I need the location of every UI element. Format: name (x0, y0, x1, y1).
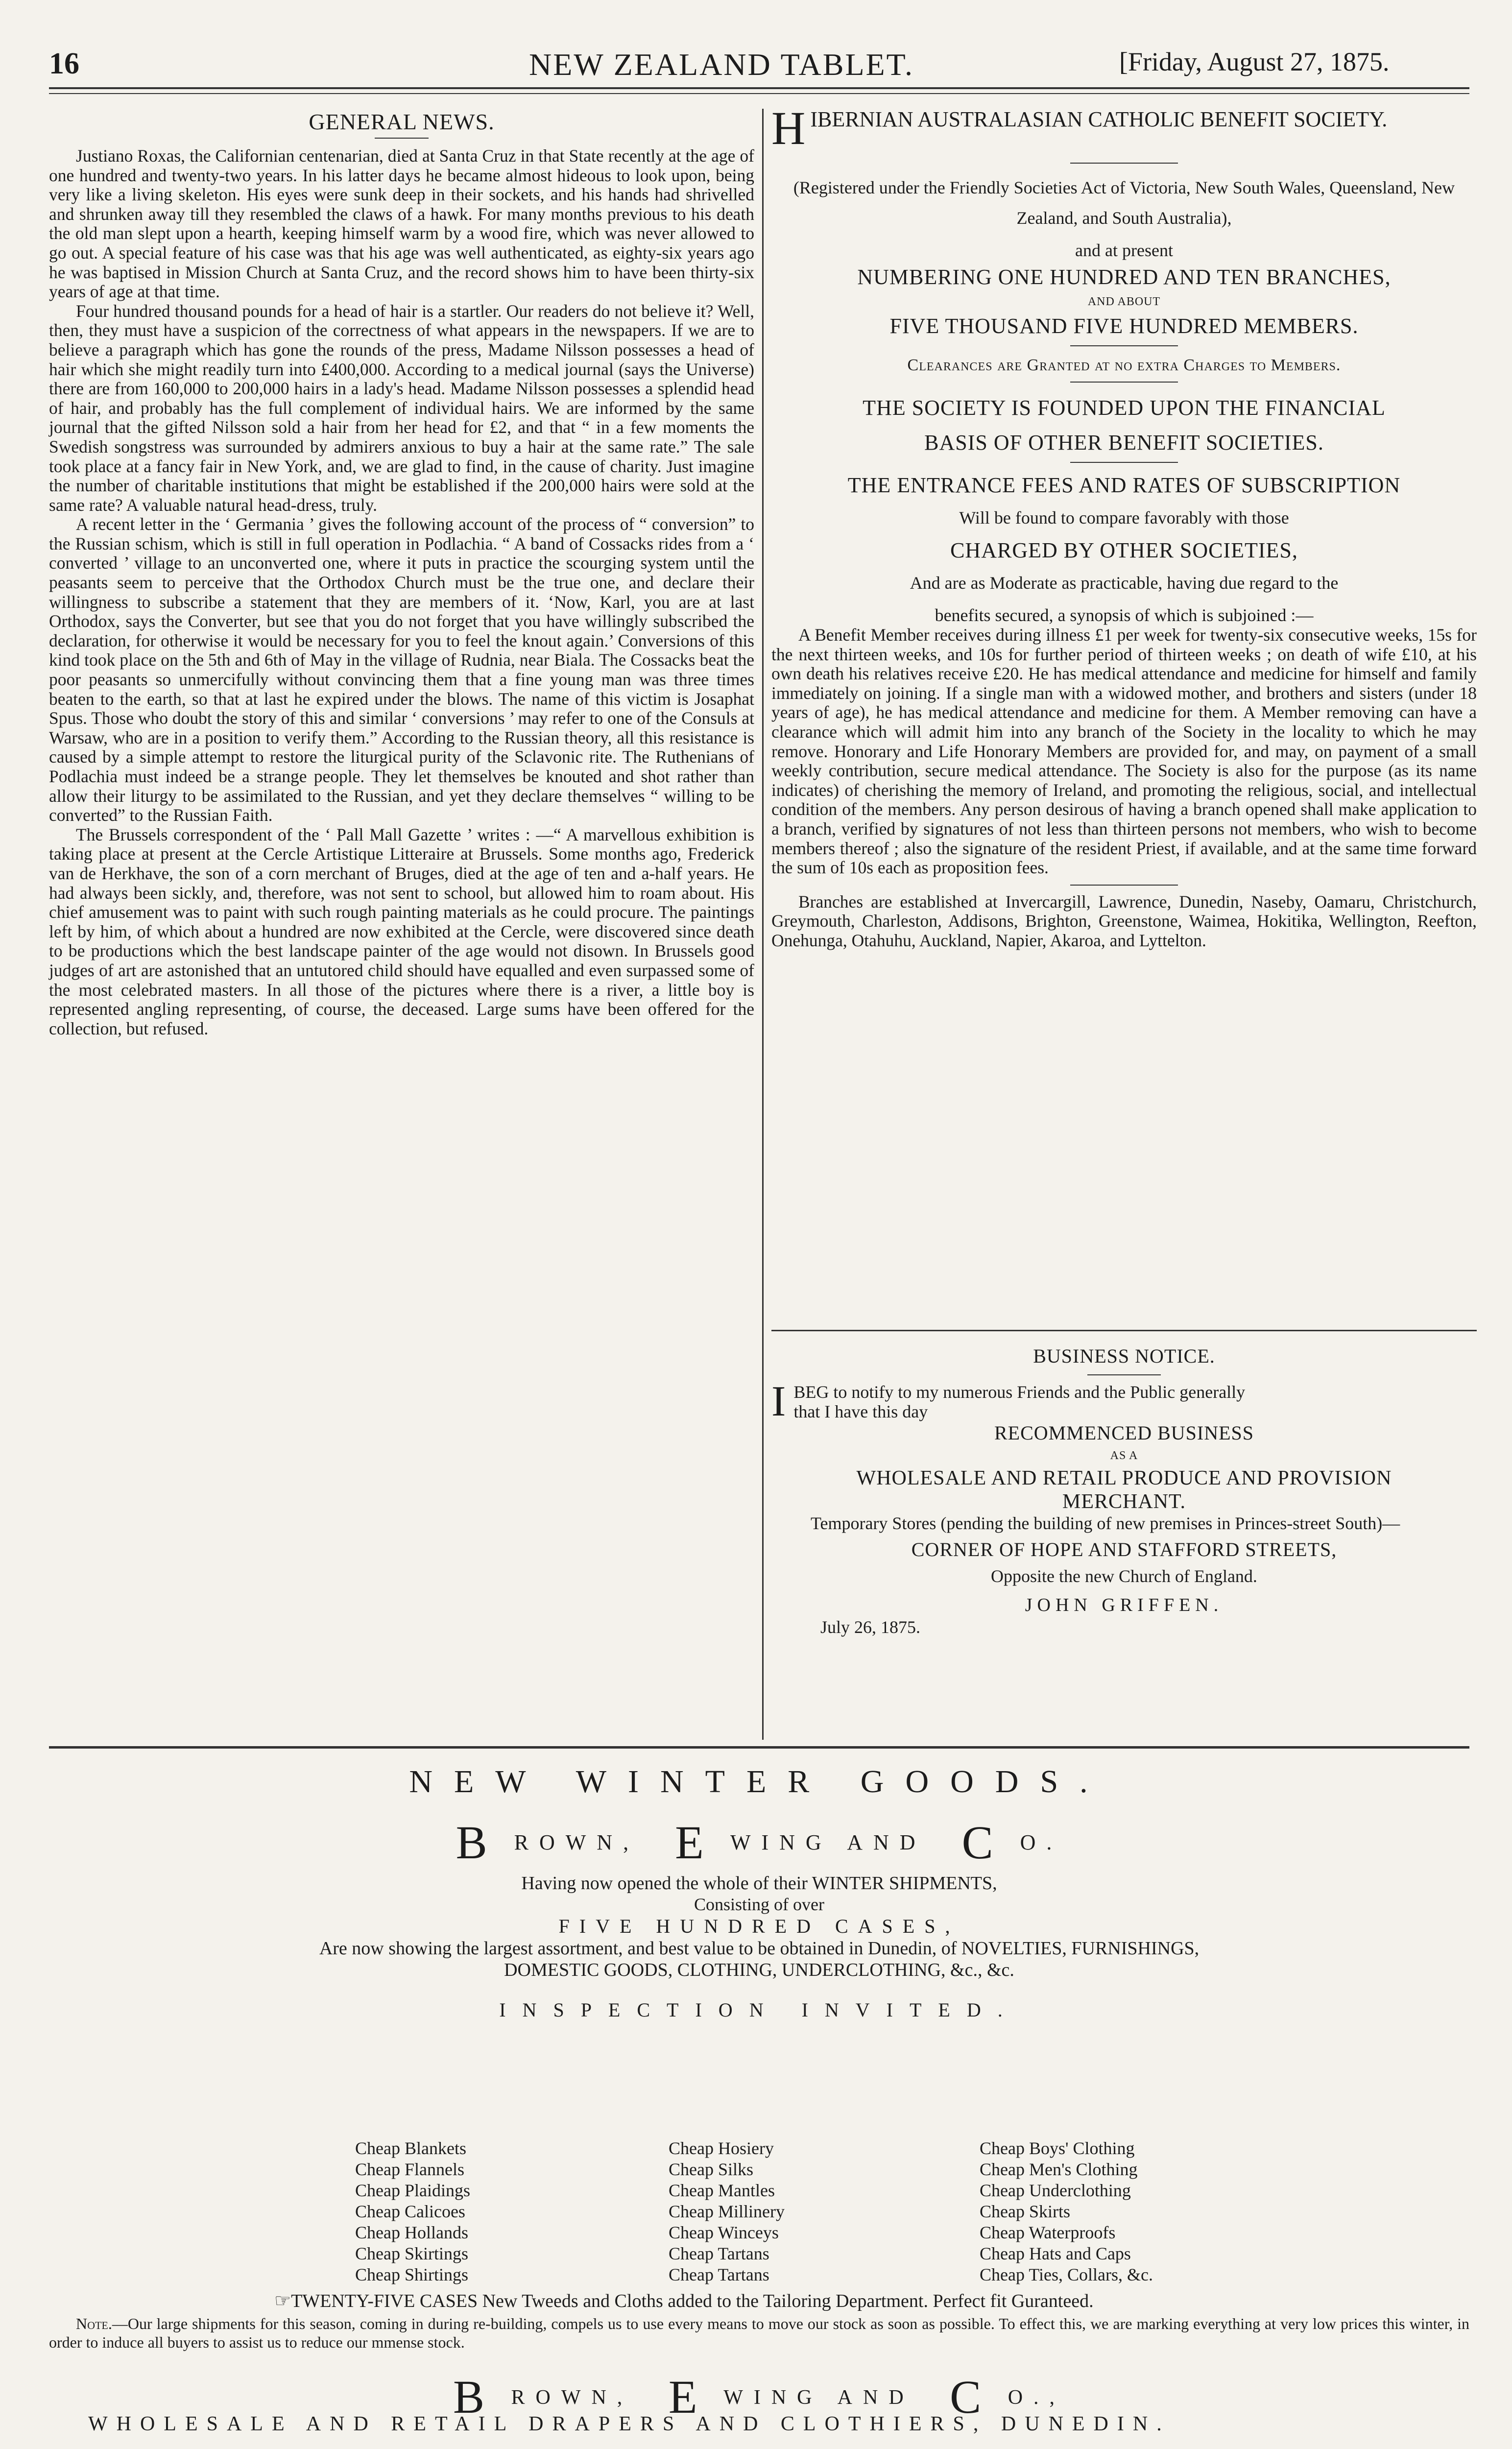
note-label: Note. (76, 2315, 112, 2332)
inspection-invited: INSPECTION INVITED. (499, 1999, 1019, 2021)
masthead-rule-thin (49, 93, 1469, 94)
goods-item: Cheap Hosiery (669, 2138, 774, 2158)
news-paragraph: A recent letter in the ‘ Germania ’ gives the following account of the process of “ conversion” to the Russian schism, which is still in full operation in Podlachia. “ A band of Cossacks rides from a ‘ converted ’ village to an unconverted one, where it puts in practice the scourging system until the peasants seem to perceive that the Orthodox Church must be the true one, and declare their willingness to subscribe a statement that they are members of it. ‘Now, Karl, you are at last Orthodox, says the Converter, but see that you do not forget that you have willingly subscribed the declaration, for otherwise it would be necessary for you to feel the knout again.’ Conversions of this kind took place on the 5th and 6th of May in the village of Rudnia, near Biala. The Cossacks beat the poor peasants so unmercifully without convincing them that a fine young man was three times beaten to the earth, so that at last he expired under the blows. The name of this victim is Josaphat Spus. Those who doubt the story of this and similar ‘ conversions ’ may refer to one of the Consuls at Warsaw, who are in a position to verify them.” According to the Russian theory, all this resistance is caused by a simple attempt to restore the liturgical purity of the Sclavonic rite. The Ruthenians of Podlachia must indeed be a strange people. They let themselves be knouted and shot rather than allow their liturgy to be assimilated to the Russian, and yet they declare themselves “ willing to be converted” to the Russian Faith. (49, 514, 754, 825)
goods-item: Cheap Silks (669, 2160, 754, 2179)
news-paragraph: The Brussels correspondent of the ‘ Pall Mall Gazette ’ writes : —“ A marvellous exhibition is taking place at present at the Cercle Artistique Litteraire at Brussels. Some months ago, Frederick van de Herkhave, the son of a corn merchant of Bruges, died at the age of ten and a-half years. He had always been sickly, and, therefore, was not sent to school, but allowed him to roam about. His chief amusement was to paint with such rough painting materials as he could procure. The paintings left by him, of which about a hundred are now exhibited at the Cercle, were discovered since death to be productions which the best landscape painter of the age would not disown. In Brussels good judges of art are astonished that an untutored child should have equalled and even surpassed some of the most celebrated masters. In all those of the pictures where there is a river, a little boy is represented angling representing, of course, the deceased. Large sums have been offered for the collection, but refused. (49, 824, 754, 1038)
firm-initial: B (453, 2371, 495, 2423)
divider (1070, 163, 1178, 164)
goods-line: DOMESTIC GOODS, CLOTHING, UNDERCLOTHING, &c., &c. (504, 1960, 1014, 1980)
showing-line: Are now showing the largest assortment, and best value to be obtained in Dunedin, of NOVELTIES, FURNISHINGS, (319, 1938, 1200, 1959)
recommenced: RECOMMENCED BUSINESS (994, 1422, 1254, 1444)
footer-trade-line: WHOLESALE AND RETAIL DRAPERS AND CLOTHIERS, DUNEDIN. (88, 2413, 1171, 2435)
hibernian-society-ad (771, 102, 1477, 951)
business-notice-ad (771, 1345, 1477, 1637)
goods-item: Cheap Winceys (669, 2223, 779, 2242)
members-count: FIVE THOUSAND FIVE HUNDRED MEMBERS. (889, 314, 1359, 338)
goods-item: Cheap Tartans (669, 2244, 769, 2263)
firm-initial: B (456, 1816, 498, 1869)
divider (1070, 885, 1178, 886)
goods-column-1 (355, 2138, 470, 2285)
charged-line: CHARGED BY OTHER SOCIETIES, (950, 538, 1298, 562)
firm-word: WING AND (723, 2386, 914, 2409)
firm-initial: C (961, 1816, 1004, 1869)
notice-line-1: BEG to notify to my numerous Friends and the Public generally (793, 1382, 1246, 1402)
notice-opening (771, 1378, 1477, 1425)
new-winter-goods-headline: NEW WINTER GOODS. (409, 1764, 1109, 1800)
temporary-stores: Temporary Stores (pending the building of new premises in Princes-street South)— (811, 1513, 1400, 1533)
winter-goods-ad (49, 1763, 1469, 2021)
firm-initial: C (950, 2371, 992, 2423)
firm-word: O. (1020, 1830, 1063, 1854)
firm-word: ROWN, (511, 2386, 633, 2409)
divider (1087, 1374, 1161, 1375)
opened-line: Having now opened the whole of their WINTER SHIPMENTS, (521, 1873, 997, 1894)
goods-item: Cheap Plaidings (355, 2181, 470, 2200)
at-present: and at present (1075, 240, 1173, 260)
newspaper-title: NEW ZEALAND TABLET. (529, 47, 914, 82)
ad-top-rule (49, 1746, 1469, 1749)
compare-line: Will be found to compare favorably with those (959, 508, 1289, 528)
goods-item: Cheap Ties, Collars, &c. (980, 2265, 1153, 2284)
founded-line-2: BASIS OF OTHER BENEFIT SOCIETIES. (924, 431, 1324, 455)
goods-item: Cheap Underclothing (980, 2181, 1131, 2200)
heading-ornament (375, 138, 429, 139)
news-paragraph: Four hundred thousand pounds for a head of hair is a startler. Our readers do not believe it? Well, then, they must have a suspicion of the correctness of what appears in the newspapers. If we are to believe a paragraph which has gone the rounds of the press, Madame Nilsson possesses a head of hair which she might readily turn into £400,000. According to a medical journal (says the Universe) there are from 160,000 to 200,000 hairs in a lady's head. Madame Nilsson possesses a splendid head of hair, and probably has the full complement of individual hairs. We are informed by the same journal that the gifted Nilsson sold a hair from her head for £2, and that “ in a few moments the Swedish songstress was surrounded by admirers anxious to buy a hair at the same rate.” The sale took place at a fancy fair in New York, and, we are glad to find, in the cause of charity. Just imagine the number of charitable institutions that might be established if the 200,000 hairs were sold at the same rate? A valuable natural head-dress, truly. (49, 301, 754, 515)
firm-word: O., (1008, 2386, 1066, 2409)
notice-date: July 26, 1875. (820, 1617, 921, 1637)
news-paragraph: Justiano Roxas, the Californian centenarian, died at Santa Cruz in that State recently at the age of one hundred and twenty-two years. In his latter days he became almost hideous to look upon, being very like a living skeleton. His eyes were sunk deep in their sockets, and his hands had shrivelled and shrunken away till they resembled the claws of a hawk. For many months previous to his death the old man slept upon a hearth, keeping himself warm by a wood fire, which was never allowed to go out. A special feature of his case was that his age was well authenticated, as eighty-six years ago he was baptised in Mission Church at Santa Cruz, and the record shows him to have been thirty-six years of age at that time. (49, 146, 754, 302)
opposite-church: Opposite the new Church of England. (991, 1566, 1257, 1586)
firm-word: ROWN, (514, 1830, 640, 1854)
goods-item: Cheap Waterproofs (980, 2223, 1116, 2242)
registration-note: (Registered under the Friendly Societies Act of Victoria, New South Wales, Queensland, New Zealand, and South Australia), (793, 178, 1455, 228)
founded-line-1: THE SOCIETY IS FOUNDED UPON THE FINANCIAL (863, 396, 1386, 420)
trade-line-1: WHOLESALE AND RETAIL PRODUCE AND PROVISION (856, 1467, 1392, 1489)
divider (1070, 345, 1178, 346)
masthead-rule (49, 87, 1469, 89)
and-about: AND ABOUT (1087, 295, 1161, 308)
synopsis-paragraph: A Benefit Member receives during illness £1 per week for twenty-six consecutive weeks, 15s for the next thirteen weeks, and 10s for further period of thirteen weeks ; on death of wife £10, at his own death his relatives receive £20. He has medical attendance and medicine for himself and family immediately on joining. If a single man with a widowed mother, and brothers and sisters (under 18 years of age), he has medical attendance and medicine for them. A Member removing can have a clearance which will admit him into any branch of the Society in the locality to which he may remove. Honorary and Life Honorary Members are provided for, and may, on payment of a small weekly contribution, secure medical attendance. The Society is also for the purpose (as its name indicates) of cherishing the memory of Ireland, and promoting the religious, social, and intellectual condition of the members. Any person desirous of having a branch opened shall make application to a branch, verified by signatures of not less than thirteen persons not members, who wish to become members thereof ; also the signature of the resident Priest, if available, and at the same time forward the sum of 10s each as proposition fees. (771, 625, 1477, 878)
clearances-line: Clearances are Granted at no extra Charges to Members. (907, 356, 1341, 374)
notice-line-2: that I have this day (793, 1402, 928, 1421)
business-notice-heading: BUSINESS NOTICE. (1033, 1345, 1215, 1367)
society-title-text: IBERNIAN AUSTRALASIAN CATHOLIC BENEFIT SOCIETY. (810, 107, 1388, 131)
goods-column-3 (980, 2138, 1153, 2285)
note-text: —Our large shipments for this season, coming in during re-building, compels us to use every means to move our stock as soon as possible. To effect this, we are marking everything at very low prices this winter, in order to induce all buyers to assist us to reduce our mmense stock. (49, 2315, 1469, 2351)
divider (1070, 382, 1178, 383)
fees-heading: THE ENTRANCE FEES AND RATES OF SUBSCRIPTION (847, 473, 1401, 497)
society-title (771, 102, 1477, 154)
column-divider (762, 109, 764, 1740)
trade-line-2: MERCHANT. (1062, 1490, 1186, 1513)
goods-column-2 (669, 2138, 785, 2285)
firm-initial: E (668, 2371, 708, 2423)
business-notice-rule (771, 1330, 1477, 1331)
branches-list (771, 892, 1477, 951)
goods-item: Cheap Men's Clothing (980, 2160, 1138, 2179)
synopsis (771, 625, 1477, 878)
goods-item: Cheap Millinery (669, 2202, 785, 2221)
divider (1070, 462, 1178, 463)
tweeds-line: ☞TWENTY-FIVE CASES New Tweeds and Cloths added to the Tailoring Department. Perfect fit Guranteed. (274, 2291, 1094, 2311)
firm-initial: E (675, 1816, 715, 1869)
as-a: AS A (1110, 1449, 1138, 1462)
consisting-line: Consisting of over (694, 1895, 824, 1914)
goods-item: Cheap Skirtings (355, 2244, 468, 2263)
goods-item: Cheap Skirts (980, 2202, 1070, 2221)
firm-name (49, 1815, 1469, 1870)
signature: JOHN GRIFFEN. (1025, 1595, 1224, 1615)
note-block (49, 2314, 1469, 2352)
goods-item: Cheap Mantles (669, 2181, 775, 2200)
drop-cap: H (771, 102, 806, 154)
goods-item: Cheap Flannels (355, 2160, 464, 2179)
goods-item: Cheap Shirtings (355, 2265, 468, 2284)
branches-paragraph: Branches are established at Invercargill, Lawrence, Dunedin, Naseby, Oamaru, Christchurch, Greymouth, Charleston, Addisons, Brighton, Greenstone, Waimea, Hokitika, Wellington, Reefton, Onehunga, Otahuhu, Auckland, Napier, Akaroa, and Lyttelton. (771, 891, 1477, 950)
goods-item: Cheap Hats and Caps (980, 2244, 1131, 2263)
general-news-column (49, 109, 754, 1038)
drop-cap: I (771, 1378, 786, 1425)
goods-item: Cheap Hollands (355, 2223, 468, 2242)
page-number: 16 (49, 47, 79, 80)
goods-item: Cheap Boys' Clothing (980, 2138, 1135, 2158)
issue-date: [Friday, August 27, 1875. (1119, 47, 1390, 76)
goods-item: Cheap Blankets (355, 2138, 466, 2158)
firm-word: WING AND (730, 1830, 926, 1854)
goods-item: Cheap Calicoes (355, 2202, 465, 2221)
goods-item: Cheap Tartans (669, 2265, 769, 2284)
corner-address: CORNER OF HOPE AND STAFFORD STREETS, (911, 1538, 1337, 1561)
cases-line: FIVE HUNDRED CASES, (558, 1915, 960, 1937)
branches-count: NUMBERING ONE HUNDRED AND TEN BRANCHES, (857, 265, 1391, 289)
general-news-heading: GENERAL NEWS. (309, 109, 495, 134)
moderate-line: And are as Moderate as practicable, having due regard to the (910, 573, 1339, 593)
benefits-line: benefits secured, a synopsis of which is subjoined :— (935, 605, 1314, 625)
